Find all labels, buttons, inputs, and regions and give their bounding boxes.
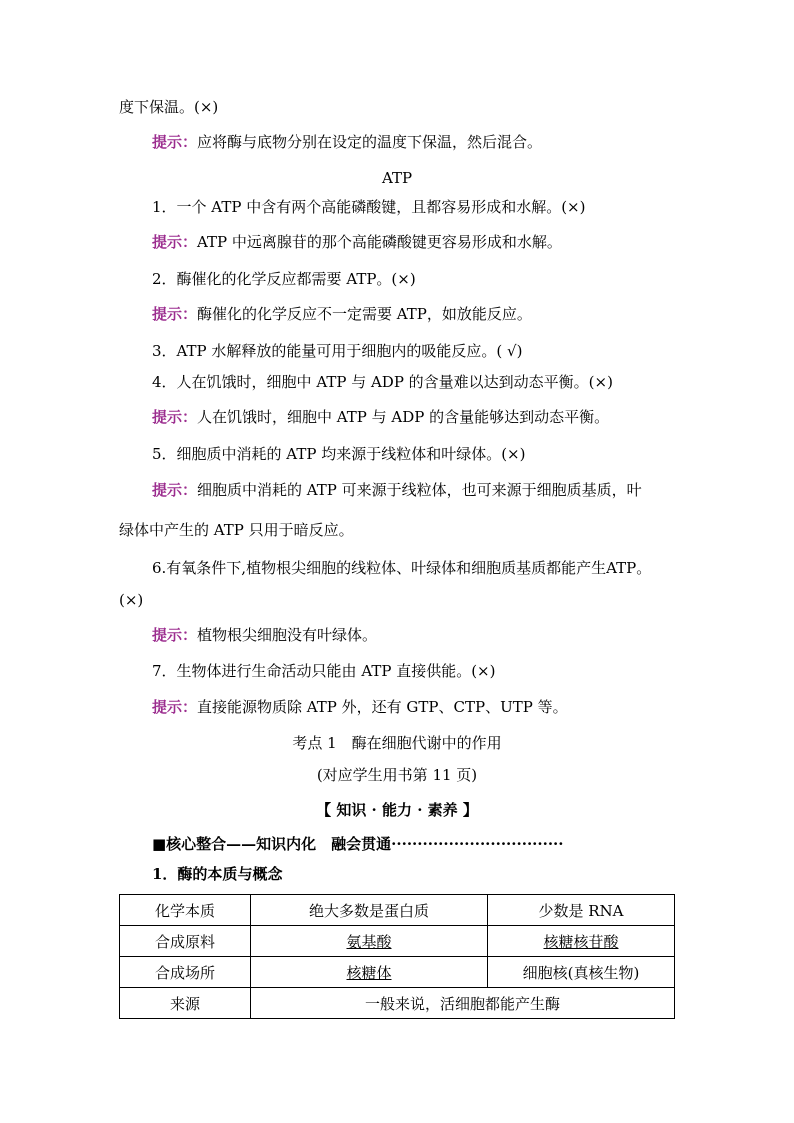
hint-text: 细胞质中消耗的 ATP 可来源于线粒体，也可来源于细胞质基质，叶 bbox=[197, 481, 642, 499]
question-7: 7．生物体进行生命活动只能由 ATP 直接供能。(×) bbox=[152, 662, 496, 680]
table-cell bbox=[251, 926, 488, 957]
hint-label: 提示： bbox=[152, 408, 198, 426]
question-1: 1．一个 ATP 中含有两个高能磷酸键，且都容易形成和水解。(×) bbox=[152, 198, 586, 216]
table-cell bbox=[488, 926, 675, 957]
hint-label: 提示： bbox=[152, 305, 198, 323]
enzyme-nature-table bbox=[119, 894, 675, 1019]
underlined-answer: 核糖核苷酸 bbox=[543, 932, 619, 951]
table-cell-label: 合成场所 bbox=[120, 957, 251, 988]
subheading-enzyme-nature: 1．酶的本质与概念 bbox=[152, 865, 283, 883]
question-6: 6.有氧条件下,植物根尖细胞的线粒体、叶绿体和细胞质基质都能产生ATP。 bbox=[152, 559, 652, 577]
underlined-answer: 氨基酸 bbox=[346, 932, 392, 951]
table-row bbox=[120, 895, 675, 926]
question-3: 3．ATP 水解释放的能量可用于细胞内的吸能反应。( √) bbox=[152, 342, 523, 360]
table-cell-label: 化学本质 bbox=[120, 895, 251, 926]
hint-label: 提示： bbox=[152, 626, 198, 644]
hint-label: 提示： bbox=[152, 481, 198, 499]
hint-text-cont: 绿体中产生的 ATP 只用于暗反应。 bbox=[119, 521, 354, 539]
hint-label: 提示： bbox=[152, 698, 198, 716]
table-cell: 绝大多数是蛋白质 bbox=[251, 895, 488, 926]
hint-label: 提示： bbox=[152, 133, 198, 151]
hint-text: 应将酶与底物分别在设定的温度下保温，然后混合。 bbox=[197, 133, 543, 151]
section-title: 考点 1 酶在细胞代谢中的作用 bbox=[292, 734, 502, 752]
table-cell-label: 合成原料 bbox=[120, 926, 251, 957]
hint-line bbox=[152, 406, 609, 428]
table-cell: 少数是 RNA bbox=[488, 895, 675, 926]
hint-line bbox=[152, 231, 562, 253]
hint-text: 植物根尖细胞没有叶绿体。 bbox=[197, 626, 378, 644]
hint-text: ATP 中远离腺苷的那个高能磷酸键更容易形成和水解。 bbox=[197, 233, 562, 251]
question-4: 4．人在饥饿时，细胞中 ATP 与 ADP 的含量难以达到动态平衡。(×) bbox=[152, 373, 613, 391]
table-row bbox=[120, 926, 675, 957]
section-tag: 【 知识 · 能力 · 素养 】 bbox=[316, 801, 478, 819]
hint-line bbox=[152, 696, 568, 718]
hint-text: 人在饥饿时，细胞中 ATP 与 ADP 的含量能够达到动态平衡。 bbox=[197, 408, 610, 426]
question-6-cont: (×) bbox=[119, 591, 144, 609]
hint-line bbox=[152, 131, 542, 153]
table-cell: 细胞核(真核生物) bbox=[488, 957, 675, 988]
question-2: 2．酶催化的化学反应都需要 ATP。(×) bbox=[152, 270, 416, 288]
hint-line bbox=[152, 479, 642, 501]
underlined-answer: 核糖体 bbox=[346, 963, 392, 982]
hint-label: 提示： bbox=[152, 233, 198, 251]
atp-heading: ATP bbox=[381, 169, 413, 187]
question-5: 5．细胞质中消耗的 ATP 均来源于线粒体和叶绿体。(×) bbox=[152, 445, 526, 463]
table-row bbox=[120, 957, 675, 988]
text-line: 度下保温。(×) bbox=[119, 98, 219, 116]
table-cell bbox=[251, 957, 488, 988]
hint-line bbox=[152, 624, 377, 646]
hint-text: 直接能源物质除 ATP 外，还有 GTP、CTP、UTP 等。 bbox=[197, 698, 568, 716]
section-subtitle: (对应学生用书第 11 页) bbox=[316, 766, 478, 784]
table-row bbox=[120, 988, 675, 1019]
hint-text: 酶催化的化学反应不一定需要 ATP，如放能反应。 bbox=[197, 305, 532, 323]
table-cell-merged: 一般来说，活细胞都能产生酶 bbox=[251, 988, 675, 1019]
core-integration-heading: ■核心整合——知识内化 融会贯通································· bbox=[152, 835, 564, 853]
hint-line bbox=[152, 303, 532, 325]
table-cell-label: 来源 bbox=[120, 988, 251, 1019]
